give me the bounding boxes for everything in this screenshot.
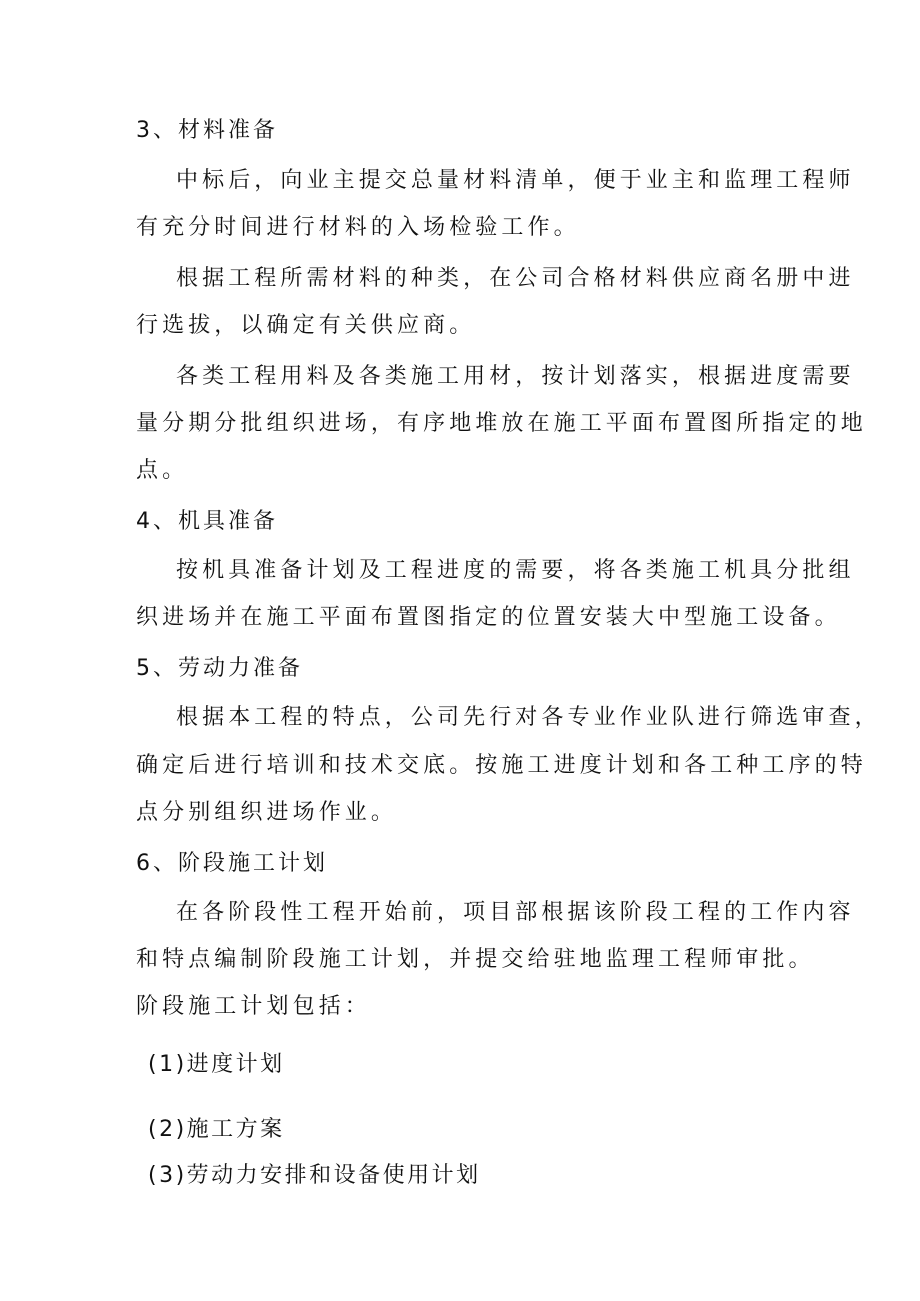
paragraph-line: 行选拔，以确定有关供应商。	[136, 313, 476, 338]
section-heading-phase-plan: 6、阶段施工计划	[136, 851, 328, 876]
section-heading-equipment: 4、机具准备	[136, 509, 278, 534]
paragraph-line: 织进场并在施工平面布置图指定的位置安装大中型施工设备。	[136, 605, 841, 630]
paragraph-line: 有充分时间进行材料的入场检验工作。	[136, 215, 580, 240]
list-intro: 阶段施工计划包括：	[136, 994, 371, 1019]
paragraph-line: 中标后，向业主提交总量材料清单，便于业主和监理工程师	[176, 168, 855, 193]
paragraph-line: 在各阶段性工程开始前，项目部根据该阶段工程的工作内容	[176, 900, 855, 925]
list-item: (1)进度计划	[148, 1052, 285, 1077]
section-heading-materials: 3、材料准备	[136, 118, 278, 143]
list-item: (2)施工方案	[148, 1117, 285, 1142]
paragraph-line: 量分期分批组织进场，有序地堆放在施工平面布置图所指定的地	[136, 411, 867, 436]
list-item: (3)劳动力安排和设备使用计划	[148, 1163, 481, 1188]
paragraph-line: 根据工程所需材料的种类，在公司合格材料供应商名册中进	[176, 266, 855, 291]
paragraph-line: 和特点编制阶段施工计划，并提交给驻地监理工程师审批。	[136, 947, 815, 972]
paragraph-line: 确定后进行培训和技术交底。按施工进度计划和各工种工序的特	[136, 753, 867, 778]
paragraph-line: 各类工程用料及各类施工用材，按计划落实，根据进度需要	[176, 364, 855, 389]
paragraph-line: 点分别组织进场作业。	[136, 800, 398, 825]
paragraph-line: 按机具准备计划及工程进度的需要，将各类施工机具分批组	[176, 558, 855, 583]
paragraph-line: 点。	[136, 458, 189, 483]
section-heading-labor: 5、劳动力准备	[136, 656, 303, 681]
paragraph-line: 根据本工程的特点，公司先行对各专业作业队进行筛选审查，	[176, 705, 881, 730]
